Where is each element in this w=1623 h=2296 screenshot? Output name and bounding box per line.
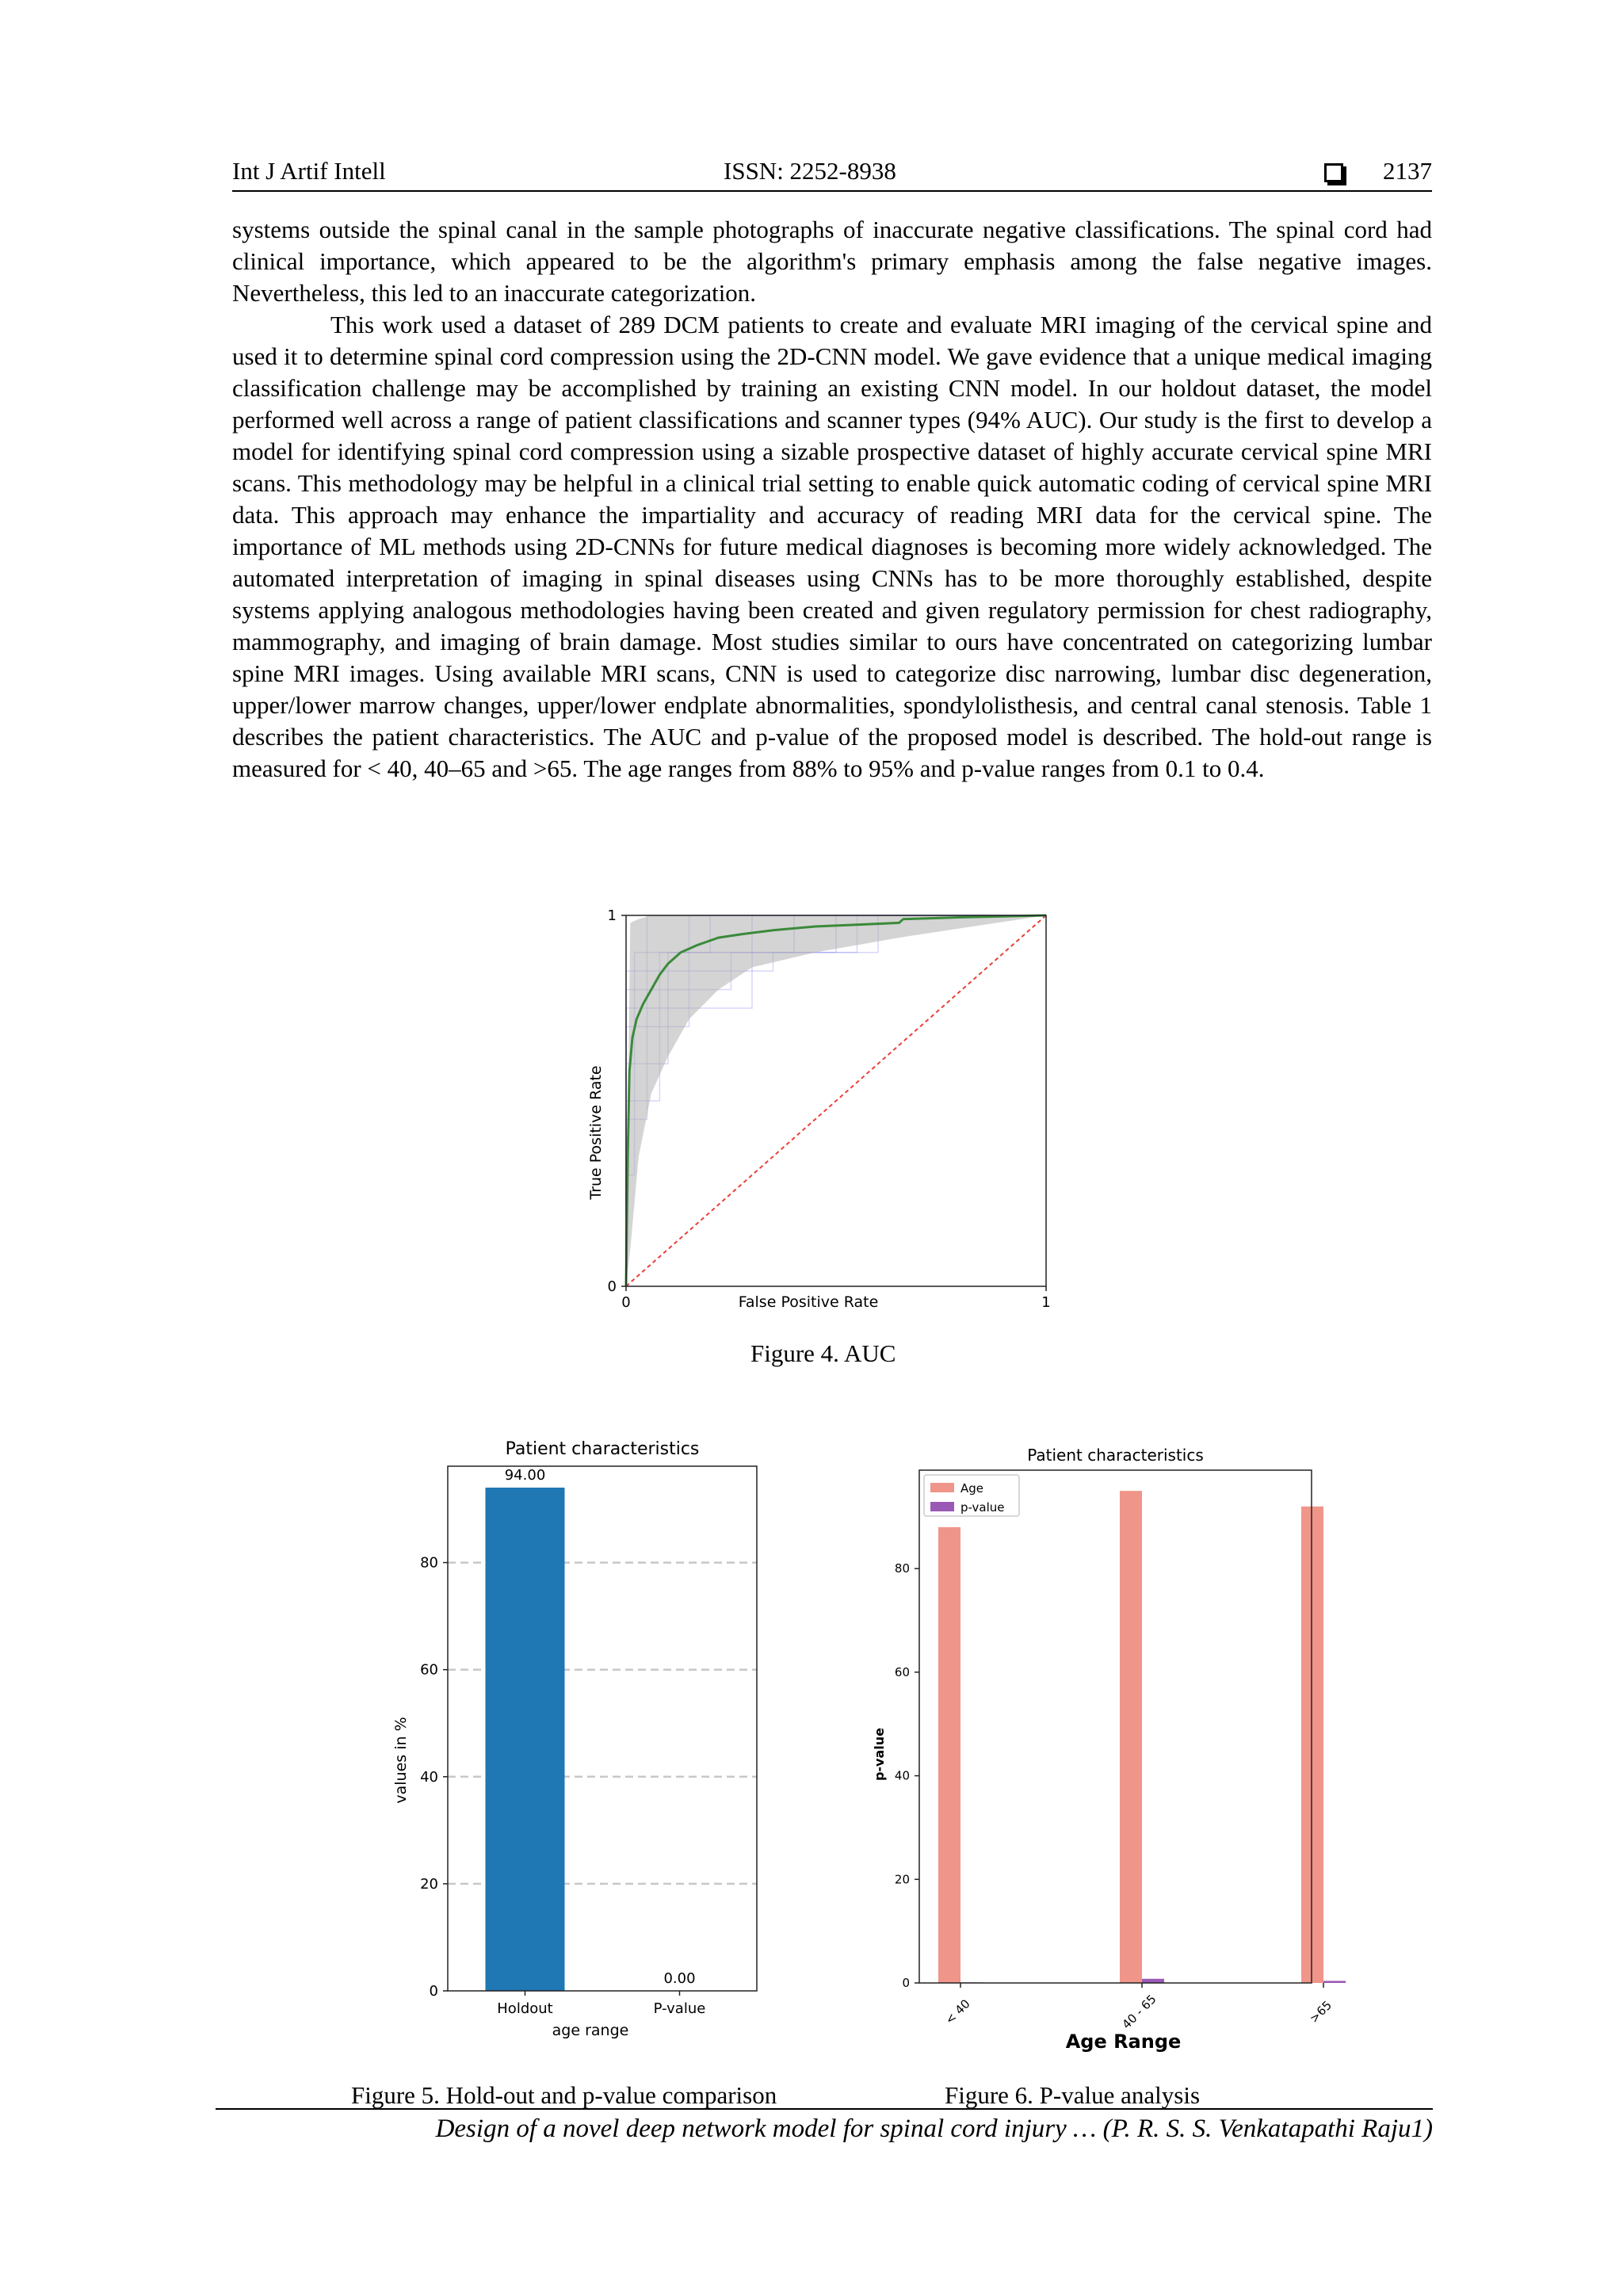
bar2-age-bar — [1120, 1491, 1142, 1983]
bar2-legend — [924, 1475, 1019, 1516]
body-text — [232, 214, 1432, 785]
bar1-x-axis-label: age range — [552, 2022, 629, 2039]
journal-name: Int J Artif Intell — [232, 157, 386, 185]
pvalue-bar-chart — [848, 1427, 1335, 2061]
bar2-x-tick-label: < 40 — [942, 1996, 973, 2027]
figure-4-caption: Figure 4. AUC — [750, 1339, 896, 1367]
bar1-y-tick-label: 80 — [420, 1554, 438, 1572]
roc-chart — [586, 900, 1078, 1328]
footer-rule — [216, 2108, 1433, 2110]
bar1-data-label: 0.00 — [663, 1970, 696, 1987]
bar2-y-tick-label: 20 — [894, 1872, 910, 1887]
figure-6-caption: Figure 6. P-value analysis — [945, 2081, 1201, 2109]
bar1-y-tick-label: 0 — [429, 1983, 438, 2000]
roc-x-axis-label: False Positive Rate — [738, 1293, 879, 1311]
issn: ISSN: 2252-8938 — [724, 157, 896, 185]
bar2-legend-swatch — [930, 1483, 954, 1492]
figure-5-caption: Figure 5. Hold-out and p-value comparison — [351, 2081, 777, 2109]
bar1-bar — [486, 1488, 565, 1991]
roc-y-tick-label: 1 — [607, 907, 617, 924]
bar1-y-axis-label: values in % — [392, 1717, 410, 1804]
bar2-legend-label: p-value — [960, 1500, 1005, 1515]
roc-y-tick-label: 0 — [607, 1278, 617, 1295]
bar2-y-tick-label: 0 — [902, 1976, 910, 1990]
figure-pvalue — [848, 1427, 1335, 2065]
bar2-age-bar — [1301, 1507, 1323, 1983]
paragraph: systems outside the spinal canal in the sample photographs of inaccurate negative classifications. The spinal cord had clinical importance, which appeared to be the algorithm's primary emphasis among the false negative images. Nevertheless, this led to an inaccurate categorization. — [232, 216, 1432, 307]
bar1-title: Patient characteristics — [505, 1439, 700, 1459]
footer-citation: Design of a novel deep network model for spinal cord injury … (P. R. S. S. Venkatapathi Raju1) — [435, 2115, 1433, 2143]
bar1-y-tick-label: 20 — [420, 1875, 438, 1893]
paragraph: This work used a dataset of 289 DCM patients to create and evaluate MRI imaging of the cervical spine and used it to determine spinal cord compression using the 2D-CNN model. We gave evidence that a unique medical imaging classification challenge may be accomplished by training an existing CNN model. In our holdout dataset, the model performed well across a range of patient classifications and scanner types (94% AUC). Our study is the first to develop a model for identifying spinal cord compression using a sizable prospective dataset of highly accurate cervical spine MRI scans. This methodology may be helpful in a clinical trial setting to enable quick automatic coding of cervical spine MRI data. This approach may enhance the impartiality and accuracy of reading MRI data for the cervical spine. The importance of ML methods using 2D-CNNs for future medical diagnoses is becoming more widely acknowledged. The automated interpretation of imaging in spinal diseases using CNNs has to be more thoroughly established, despite systems applying analogous methodologies having been created and given regulatory permission for chest radiography, mammography, and imaging of brain damage. Most studies similar to ours have concentrated on categorizing lumbar spine MRI images. Using available MRI scans, CNN is used to categorize disc narrowing, lumbar disc degeneration, upper/lower marrow changes, upper/lower endplate abnormalities, spondylolisthesis, and central canal stenosis. Table 1 describes the patient characteristics. The AUC and p-value of the proposed model is described. The hold-out range is measured for < 40, 40–65 and >65. The age ranges from 88% to 95% and p-value ranges from 0.1 to 0.4. — [232, 311, 1432, 782]
bar2-pvalue-bar — [1142, 1979, 1164, 1983]
page-number: 2137 — [1383, 157, 1432, 185]
bar2-title: Patient characteristics — [1027, 1446, 1204, 1465]
bar1-y-tick-label: 40 — [420, 1768, 438, 1786]
figure-auc — [586, 900, 1078, 1331]
bar1-data-label: 94.00 — [504, 1467, 546, 1484]
page-header — [232, 155, 1432, 192]
bar2-y-tick-label: 40 — [894, 1768, 910, 1783]
bar2-legend-swatch — [930, 1502, 954, 1511]
bar2-legend-label: Age — [960, 1481, 984, 1496]
bar2-age-bar — [938, 1527, 960, 1983]
bar2-x-axis-label: Age Range — [1065, 2030, 1182, 2053]
bar2-y-tick-label: 60 — [894, 1664, 910, 1679]
square-bullet-icon — [1324, 163, 1343, 182]
bar2-pvalue-bar — [1323, 1981, 1346, 1983]
bar2-x-tick-label: >65 — [1306, 1997, 1335, 2027]
bar2-x-tick-label: 40 - 65 — [1119, 1992, 1159, 2032]
figure-holdout — [388, 1427, 785, 2065]
bar1-y-tick-label: 60 — [420, 1661, 438, 1679]
roc-x-tick-label: 1 — [1041, 1294, 1051, 1311]
bar1-x-tick-label: P-value — [653, 2000, 706, 2017]
roc-x-tick-label: 0 — [621, 1294, 631, 1311]
bar2-plot-frame — [919, 1470, 1312, 1983]
roc-y-axis-label: True Positive Rate — [587, 1065, 605, 1200]
bar1-x-tick-label: Holdout — [497, 2000, 553, 2017]
holdout-bar-chart — [388, 1427, 785, 2061]
bar2-y-tick-label: 80 — [894, 1561, 910, 1576]
bar2-y-axis-label: p-value — [872, 1727, 887, 1782]
